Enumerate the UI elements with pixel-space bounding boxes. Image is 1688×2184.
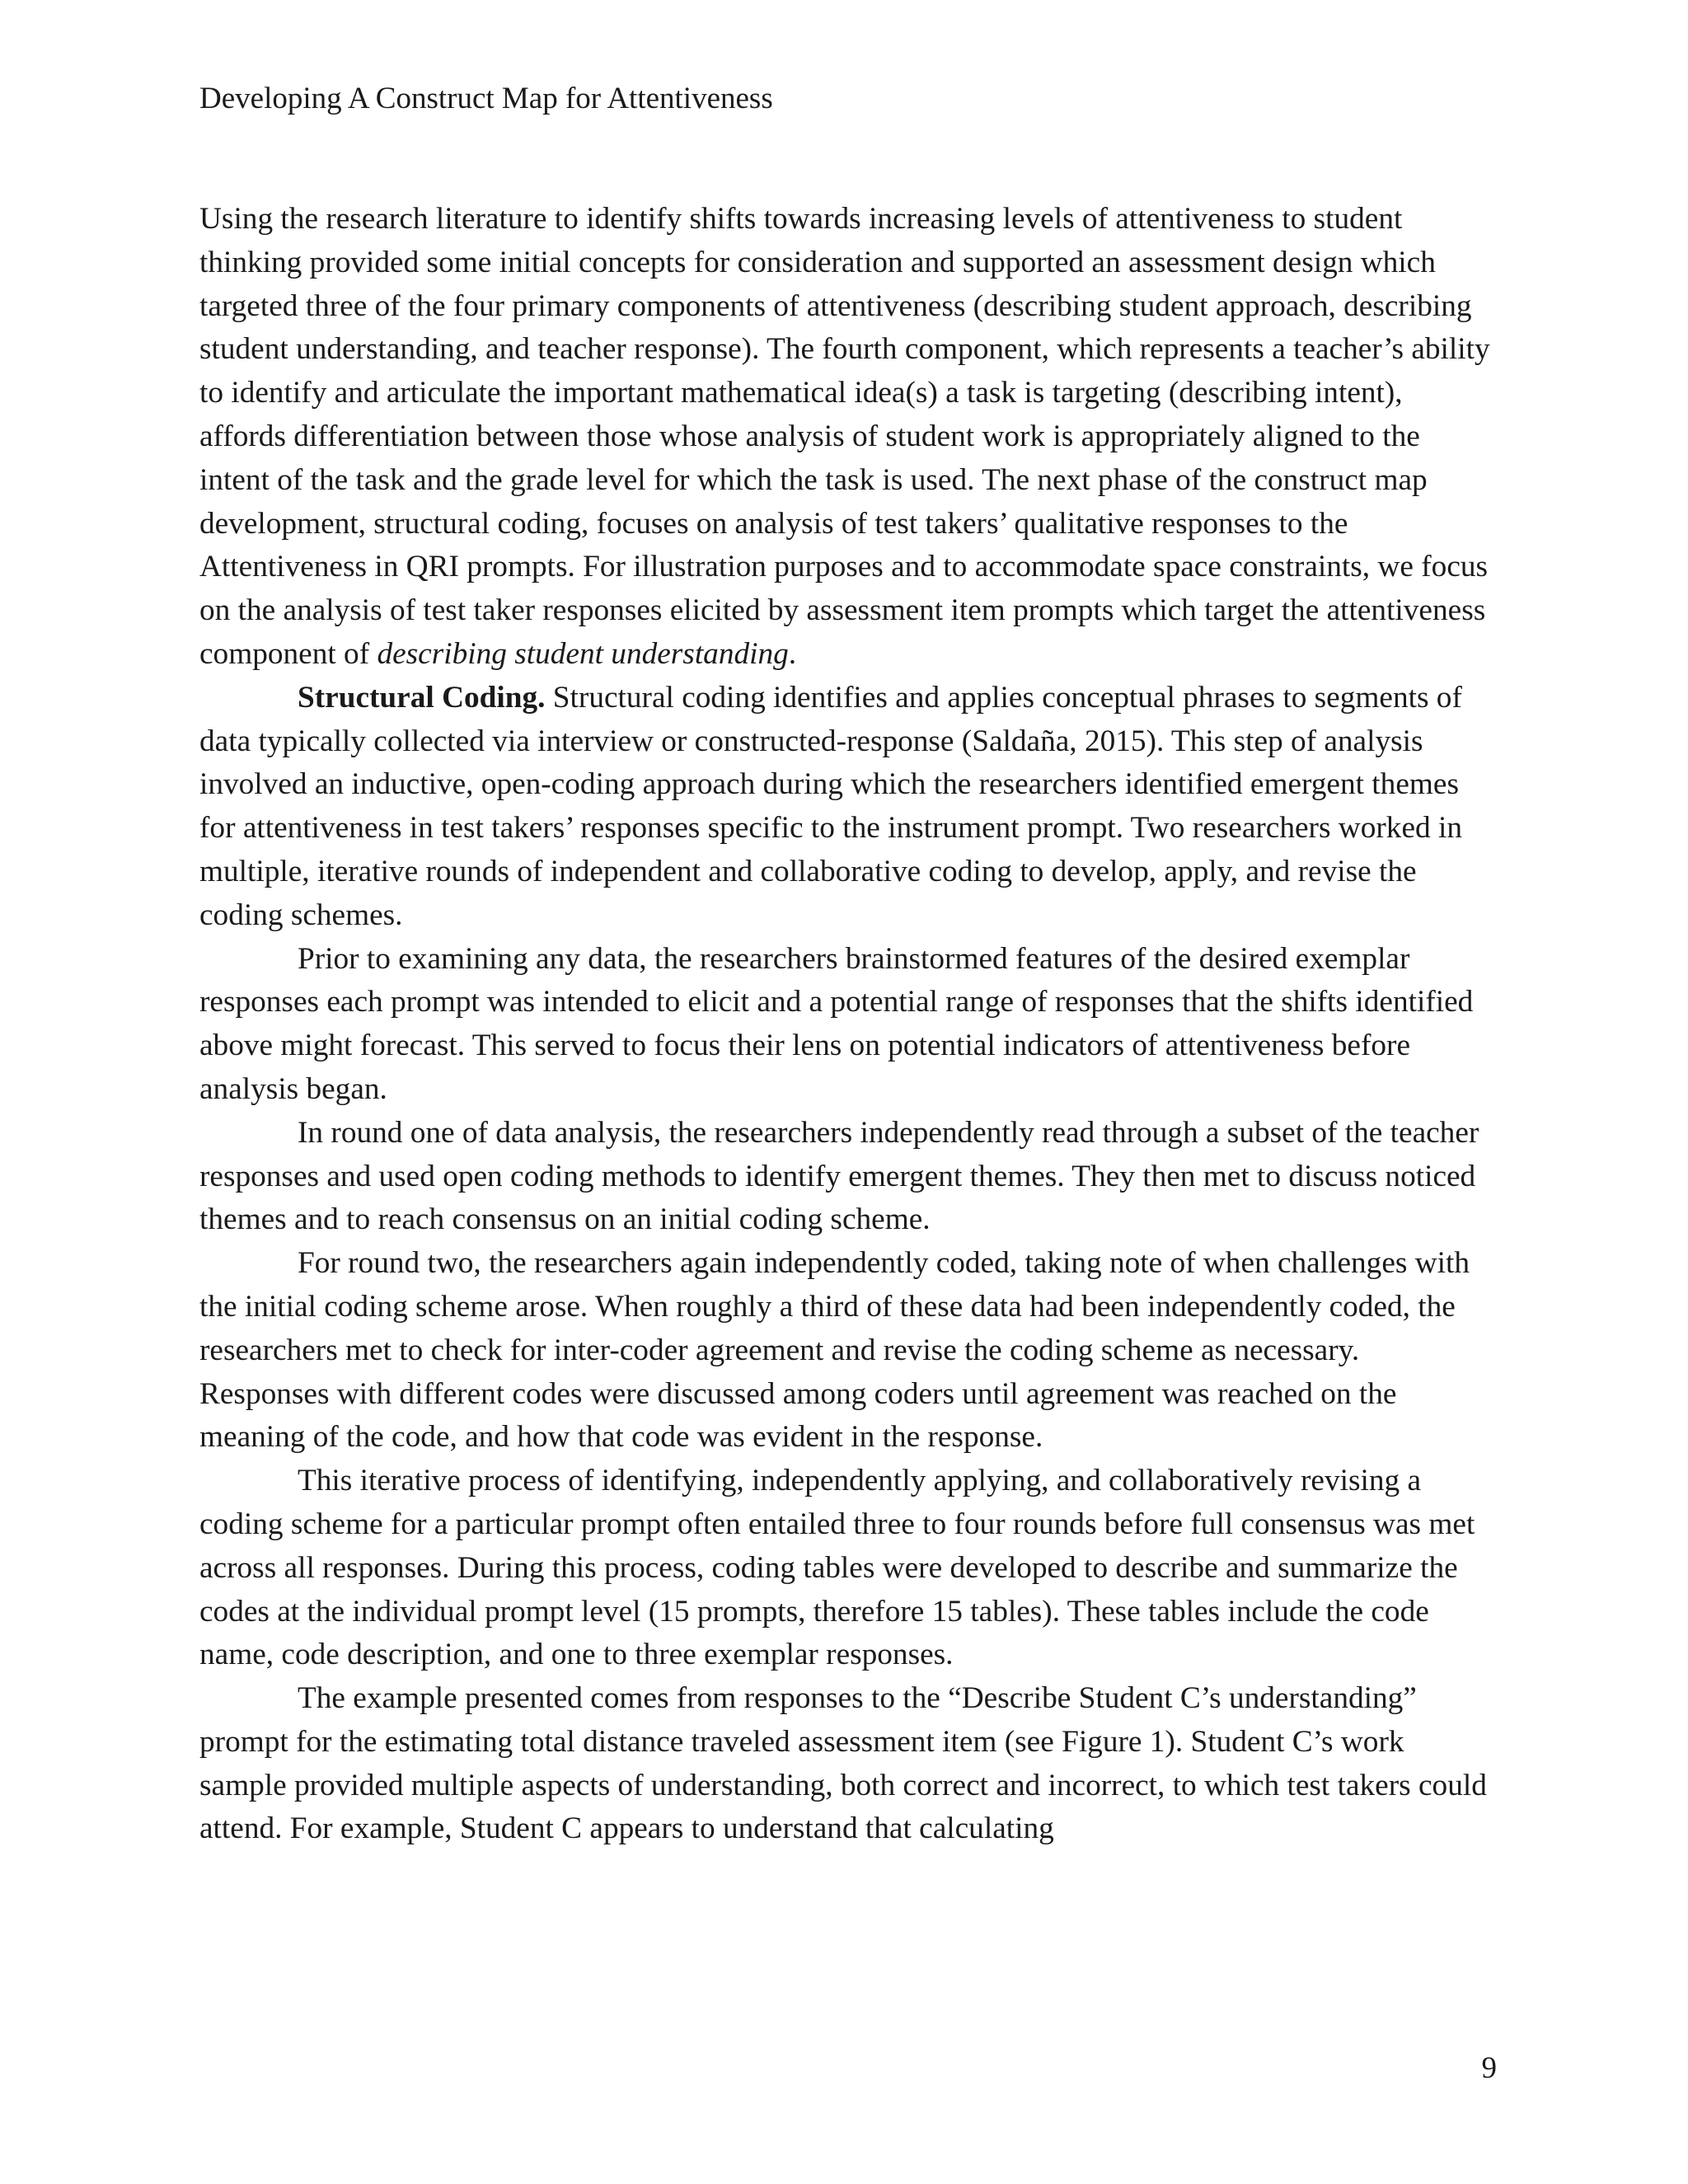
paragraph-4: In round one of data analysis, the researchers independently read through a subset of the teacher responses and used open coding methods to identify emergent themes. They then met to discuss noticed themes and to reach consensus on an initial coding scheme.	[199, 1115, 1479, 1237]
page-number: 9	[1481, 2051, 1497, 2085]
paragraph-2-text: Structural coding identifies and applies conceptual phrases to segments of data typically collected via interview or constructed-response (Saldaña, 2015). This step of analysis involved an inductive, open-coding approach during which the researchers identified emergent themes for attentiveness in test takers’ responses specific to the instrument prompt. Two researchers worked in multiple, iterative rounds of independent and collaborative coding to develop, apply, and revise the coding schemes.	[199, 680, 1462, 932]
paragraph-1-italic-term: describing student understanding	[377, 636, 789, 671]
running-head: Developing A Construct Map for Attentiveness	[199, 82, 773, 115]
paragraph-1-text: Using the research literature to identify shifts towards increasing levels of attentiveness to student thinking provided some initial concepts for consideration and supported an assessment design which targeted three of the four primary components of attentiveness (describing student approach, describing student understanding, and teacher response). The fourth component, which represents a teacher’s ability to identify and articulate the important mathematical idea(s) a task is targeting (describing intent), affords differentiation between those whose analysis of student work is appropriately aligned to the intent of the task and the grade level for which the task is used. The next phase of the construct map development, structural coding, focuses on analysis of test takers’ qualitative responses to the Attentiveness in QRI prompts. For illustration purposes and to accommodate space constraints, we focus on the analysis of test taker responses elicited by assessment item prompts which target the attentiveness component of	[199, 202, 1490, 671]
paragraph-3: Prior to examining any data, the researchers brainstormed features of the desired exemplar responses each prompt was intended to elicit and a potential range of responses that the shifts identified above might forecast. This served to focus their lens on potential indicators of attentiveness before analysis began.	[199, 941, 1474, 1106]
paragraph-1-end: .	[788, 636, 797, 671]
paragraph-7: The example presented comes from responses to the “Describe Student C’s understanding” prompt for the estimating total distance traveled assessment item (see Figure 1). Student C’s work sample provided multiple aspects of understanding, both correct and incorrect, to which test takers could attend. For example, Student C appears to understand that calculating	[199, 1681, 1487, 1846]
paragraph-structural-coding	[199, 677, 1495, 938]
paragraph-5: For round two, the researchers again independently coded, taking note of when challenges with the initial coding scheme arose. When roughly a third of these data had been independently coded, the researchers met to check for inter-coder agreement and revise the coding scheme as necessary. Responses with different codes were discussed among coders until agreement was reached on the meaning of the code, and how that code was evident in the response.	[199, 1246, 1470, 1455]
body-text	[199, 198, 1495, 1851]
section-heading-structural-coding: Structural Coding.	[298, 680, 546, 715]
paragraph-6: This iterative process of identifying, independently applying, and collaboratively revising a coding scheme for a particular prompt often entailed three to four rounds before full consensus was met across all responses. During this process, coding tables were developed to describe and summarize the codes at the individual prompt level (15 prompts, therefore 15 tables). These tables include the code name, code description, and one to three exemplar responses.	[199, 1464, 1475, 1672]
paragraph-1	[199, 198, 1495, 677]
